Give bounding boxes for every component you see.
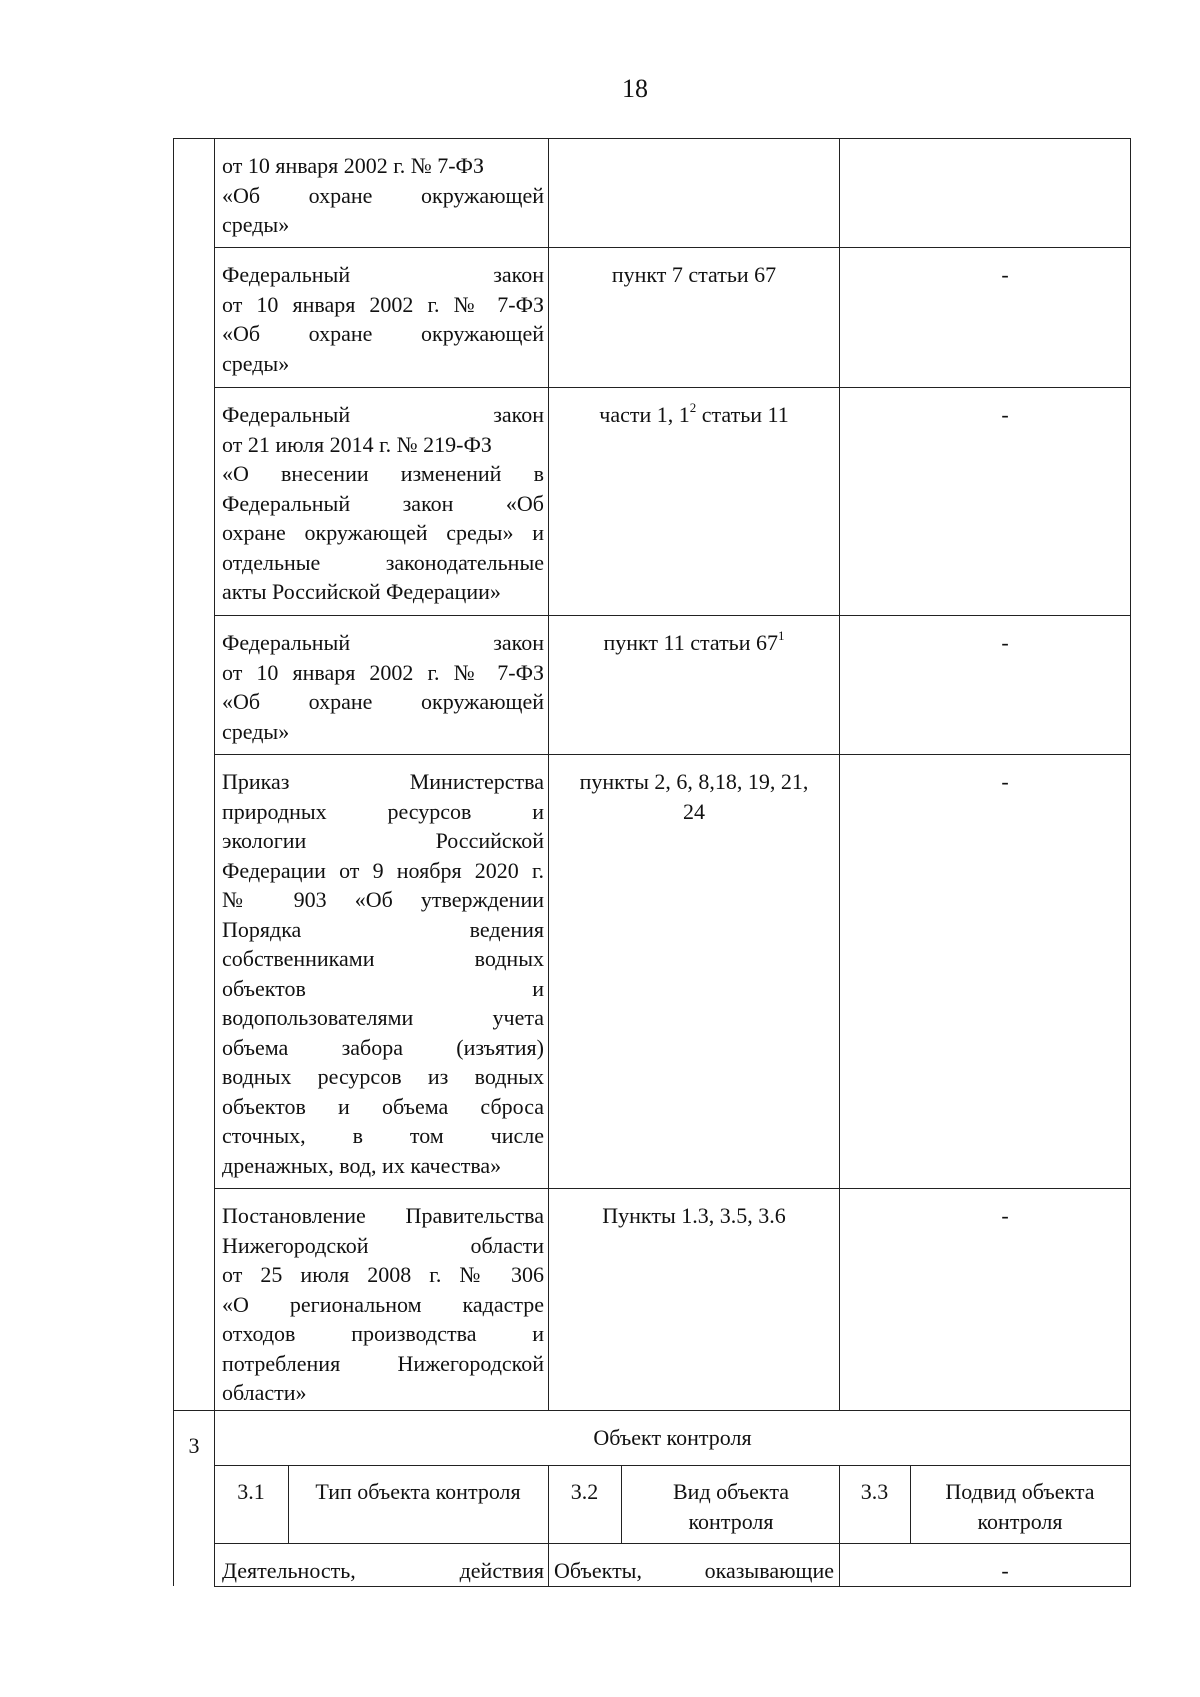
header-num-3-3: 3.3 [860,1479,889,1504]
article-cell: Пункты 1.3, 3.5, 3.6 [602,1203,786,1228]
table-border-outer-left [173,138,174,1586]
row-separator-4 [214,754,1131,755]
note-cell: - [1001,262,1009,287]
last-row-col2: Объекты, оказывающие [554,1558,834,1583]
law-cell: Постановление Правительства Нижегородской области от 25 июля 2008 г. № 306 «О региональном кадастре отходов производства и потребления Нижегородской области» [222,1203,544,1405]
header-divider-5 [910,1465,911,1543]
note-cell: - [1001,630,1009,655]
row-separator-1 [214,247,1131,248]
table-divider-article [839,138,840,1410]
article-cell: пункт 11 статьи $67^1$ [603,627,785,655]
section-number: 3 [188,1433,200,1458]
article-cell: пункт 7 статьи 67 [611,262,777,287]
table-divider-law [548,138,549,1410]
header-num-3-1: 3.1 [237,1479,265,1504]
law-cell: Федеральный закон от 10 января 2002 г. № 7-ФЗ «Об охране окружающей среды» [222,630,544,744]
law-cell: от 10 января 2002 г. № 7-ФЗ «Об охране окружающей среды» [222,153,544,237]
last-row-col3: - [1001,1558,1009,1583]
table-border-inner-left [214,138,215,1586]
header-label-type: Тип объекта контроля [315,1479,521,1504]
header-num-3-2: 3.2 [570,1479,599,1504]
row-separator-5 [214,1188,1131,1189]
header-label-kind: Вид объекта контроля [673,1479,789,1534]
row-separator-3 [214,615,1131,616]
article-superscript: 2 [689,399,697,415]
page-number: 18 [622,74,648,103]
header-divider-3 [621,1465,622,1543]
section-title-separator [214,1465,1131,1466]
last-row-col1: Деятельность, действия [222,1558,544,1583]
row-separator-2 [214,387,1131,388]
header-row-separator [214,1543,1131,1544]
table-bottom-border [214,1586,1131,1587]
law-cell: Федеральный закон от 21 июля 2014 г. № 219-ФЗ «О внесении изменений в Федеральный закон «Об охране окружающей среды» и отдельные законодательные акты Российской Федерации» [222,402,544,604]
article-cell: части 1, $1^2$ статьи 11 [599,399,789,427]
table-top-border [173,138,1131,139]
note-cell: - [1001,1203,1009,1228]
article-cell: пункты 2, 6, 8,18, 19, 21, 24 [579,769,809,824]
law-cell: Федеральный закон от 10 января 2002 г. № 7-ФЗ «Об охране окружающей среды» [222,262,544,376]
article-superscript: 1 [778,627,785,643]
note-cell: - [1001,769,1009,794]
section-separator [173,1410,1131,1411]
note-cell: - [1001,402,1009,427]
table-border-right [1130,138,1131,1586]
section-title: Объект контроля [593,1425,752,1450]
law-cell: Приказ Министерства природных ресурсов и экологии Российской Федерации от 9 ноября 2020 г. № 903 «Об утверждении Порядка ведения собственниками водных объектов и водопользователями учета объема забора (изъятия) водных ресурсов из водных объектов и объема сброса сточных, в том числе дренажных, вод, их качества» [222,769,544,1178]
header-label-subkind: Подвид объекта контроля [945,1479,1095,1534]
